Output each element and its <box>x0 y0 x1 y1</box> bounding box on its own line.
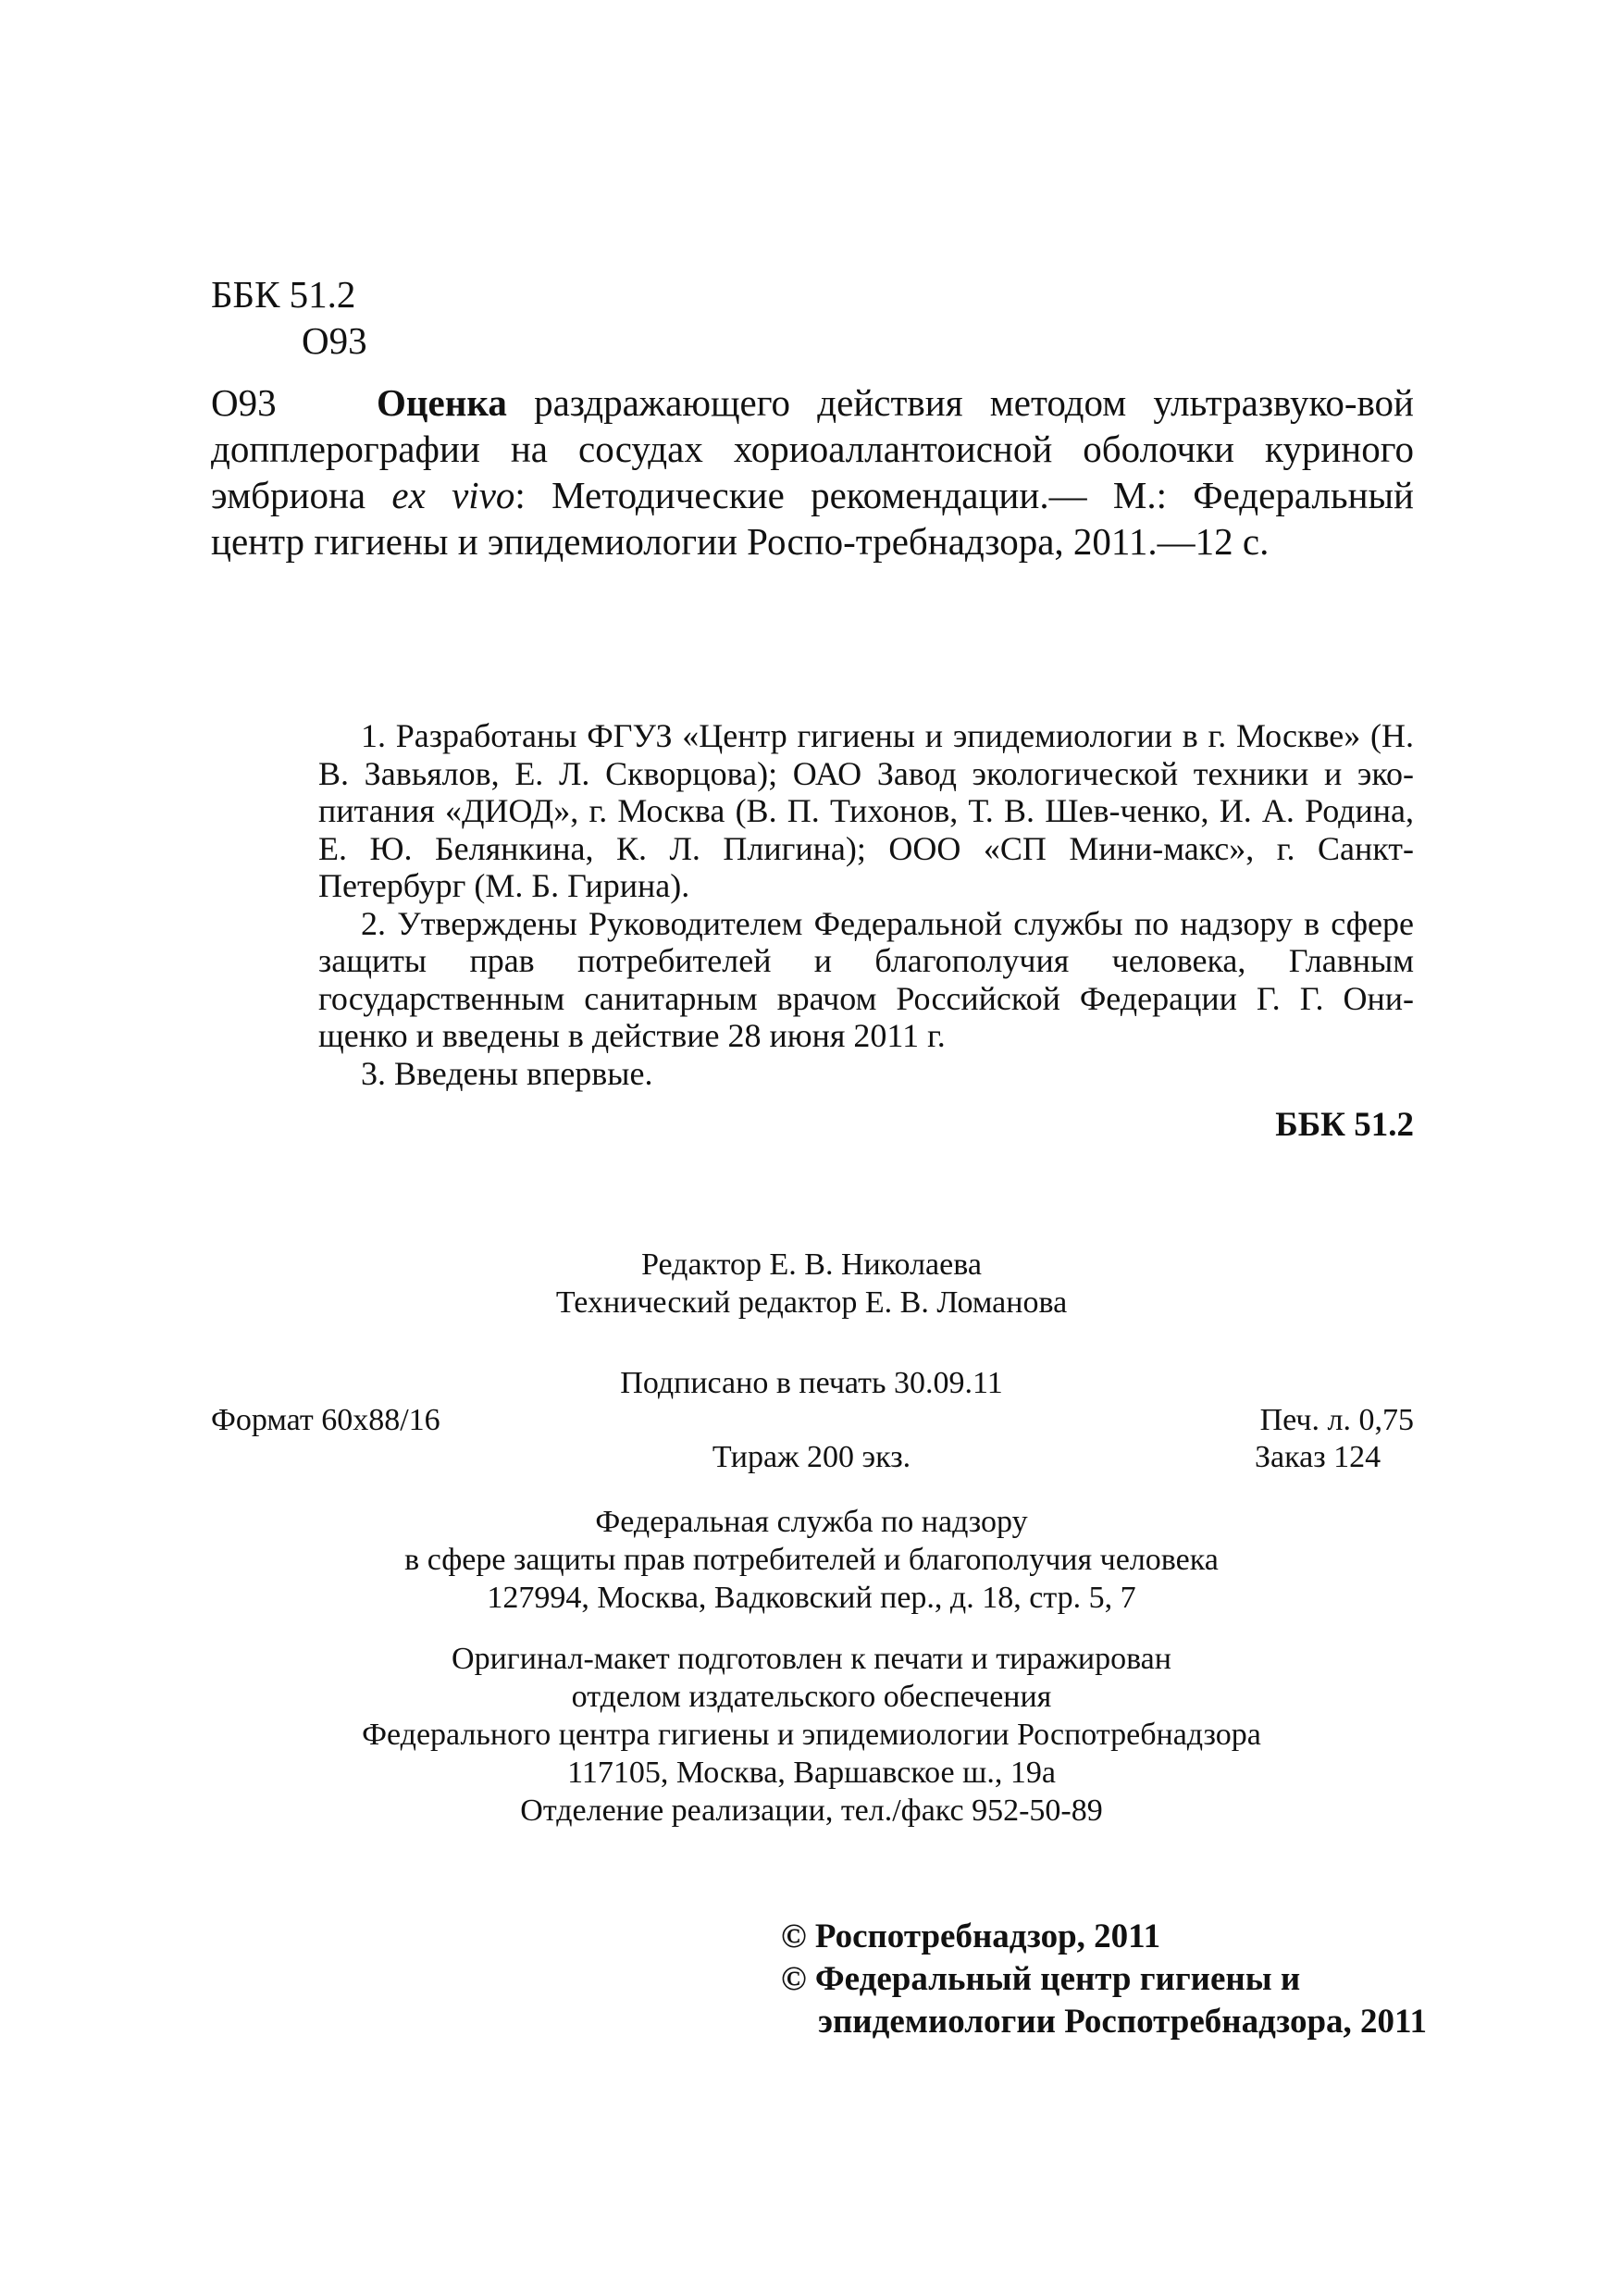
printer-line: Федерального центра гигиены и эпидемиологии Роспотребнадзора <box>362 1718 1261 1752</box>
entry-text-2: : Методические рекомендации.— М.: Федеральный центр гигиены и эпидемиологии Роспо-требнадзора, 2011.—12 с. <box>211 474 1415 563</box>
copyright-line: эпидемиологии Роспотребнадзора, 2011 <box>818 2003 1427 2041</box>
printer-line: 117105, Москва, Варшавское ш., 19а <box>567 1756 1056 1790</box>
entry-italic: ex vivo <box>391 474 515 516</box>
format-line: Формат 60х88/16 <box>211 1403 440 1437</box>
copyright-line: © Федеральный центр гигиены и <box>781 1960 1301 1998</box>
entry-text-1: раздражающего действия методом ультразвуко-вой допплерографии на сосудах хориоаллантоисной оболочки куриного эмбриона <box>211 381 1414 516</box>
publisher-line: 127994, Москва, Вадковский пер., д. 18, стр. 5, 7 <box>487 1581 1136 1615</box>
signed-text: Подписано в печать 30.09.11 <box>620 1366 1003 1400</box>
notes-list <box>318 717 1414 1092</box>
bbk-index-right: ББК 51.2 <box>1275 1106 1414 1144</box>
publisher-line: в сфере защиты прав потребителей и благополучия человека <box>404 1543 1219 1577</box>
entry-code: О93 <box>211 381 277 424</box>
bibliographic-entry <box>211 379 1414 565</box>
copyright-block <box>781 1916 1427 2043</box>
order-line: Заказ 124 <box>1255 1440 1381 1474</box>
editors-block <box>0 1246 1623 1322</box>
note-item: 2. Утверждены Руководителем Федеральной службы по надзору в сфере защиты прав потребителей и благополучия человека, Главным государственным санитарным врачом Российской Федерации Г. Г. Они-щенко и введены в действие 28 июня 2011 г. <box>318 904 1414 1054</box>
entry-title: Оценка <box>377 381 507 424</box>
author-mark: О93 <box>302 319 367 362</box>
signed-line <box>0 1364 1623 1402</box>
note-item: 1. Разработаны ФГУЗ «Центр гигиены и эпидемиологии в г. Москве» (Н. В. Завьялов, Е. Л. Скворцова); ОАО Завод экологической техники и эко-питания «ДИОД», г. Москва (В. П. Тихонов, Т. В. Шев-ченко, И. А. Родина, Е. Ю. Белянкина, К. Л. Плигина); ООО «СП Мини-макс», г. Санкт-Петербург (М. Б. Гирина). <box>318 717 1414 904</box>
printer-line: отделом издательского обеспечения <box>571 1680 1052 1714</box>
publisher-line: Федеральная служба по надзору <box>595 1505 1028 1539</box>
print-run-text: Тираж 200 экз. <box>712 1440 911 1474</box>
printer-line: Оригинал-макет подготовлен к печати и тиражирован <box>452 1642 1171 1676</box>
publisher-block <box>0 1503 1623 1617</box>
sheets-line: Печ. л. 0,75 <box>1259 1403 1414 1437</box>
printer-block <box>0 1640 1623 1830</box>
printer-line: Отделение реализации, тел./факс 952-50-89 <box>520 1793 1103 1828</box>
note-item: 3. Введены впервые. <box>361 1054 653 1092</box>
bbk-index: ББК 51.2 <box>211 273 356 316</box>
copyright-line: © Роспотребнадзор, 2011 <box>781 1917 1161 1955</box>
editor-line: Редактор Е. В. Николаева <box>641 1247 982 1282</box>
tech-editor-line: Технический редактор Е. В. Ломанова <box>555 1285 1068 1320</box>
